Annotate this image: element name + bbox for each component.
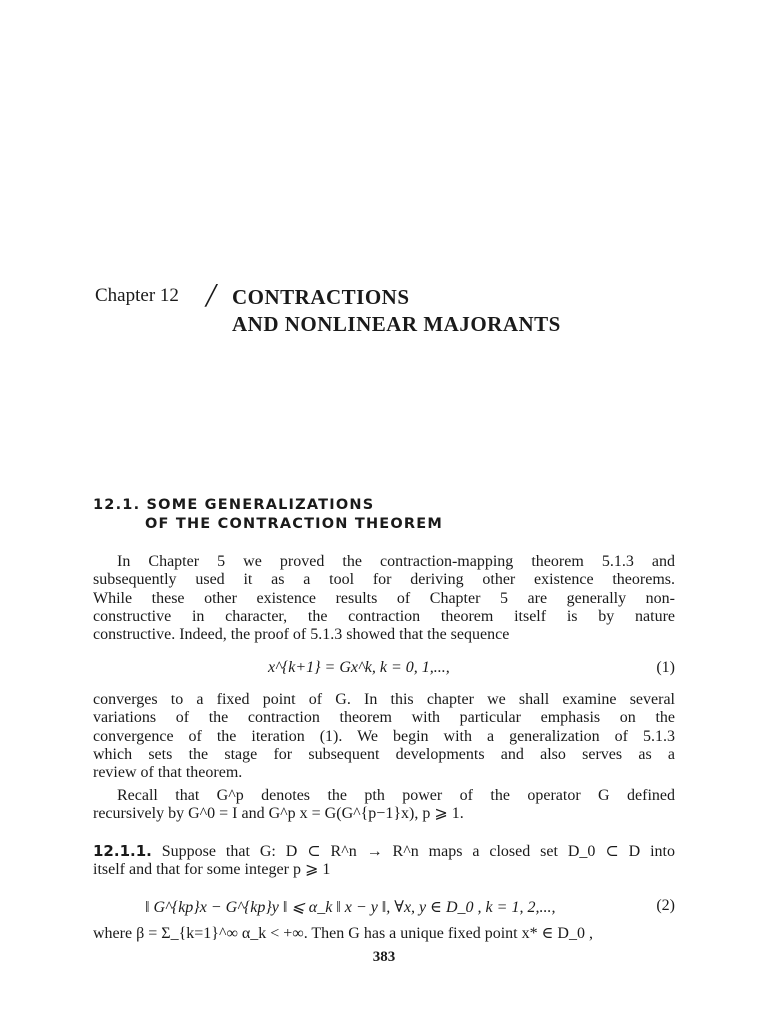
chapter-divider: /	[206, 277, 216, 314]
paragraph-convergence	[93, 691, 675, 782]
equation-1-number: (1)	[656, 659, 675, 676]
section-heading-line1: 12.1. SOME GENERALIZATIONS	[93, 497, 375, 513]
equation-2-body: ‖ G^{kp}x − G^{kp}y ‖ ⩽ α_k ‖ x − y ‖, ∀x, y ∈ D_0 , k = 1, 2,...,	[145, 899, 556, 916]
paragraph-conclusion	[93, 925, 675, 943]
paragraph-line: Recall that G^p denotes the pth power of the operator G defined	[117, 787, 675, 804]
paragraph-line: constructive in character, the contraction theorem itself is by nature	[93, 607, 675, 625]
paragraph-line: which sets the stage for subsequent developments and also serves as a	[93, 745, 675, 763]
paragraph-line: convergence of the iteration (1). We begin with a generalization of 5.1.3	[93, 727, 675, 745]
chapter-title-line2: AND NONLINEAR MAJORANTS	[232, 312, 561, 336]
paragraph-power-definition	[93, 787, 675, 824]
paragraph-intro	[93, 553, 675, 644]
chapter-title	[232, 284, 561, 338]
paragraph-line: While these other existence results of Chapter 5 are generally non-	[93, 589, 675, 607]
equation-2-number: (2)	[656, 897, 675, 914]
chapter-title-line1: CONTRACTIONS	[232, 285, 410, 309]
paragraph-line: In Chapter 5 we proved the contraction-mapping theorem 5.1.3 and	[117, 553, 675, 570]
paragraph-line: recursively by G^0 = I and G^p x = G(G^{p−1}x), p ⩾ 1.	[93, 805, 464, 823]
theorem-text: Suppose that G: D ⊂ R^n → R^n maps a closed set D_0 ⊂ D into	[161, 843, 676, 860]
theorem-line	[93, 842, 675, 861]
section-heading	[93, 496, 443, 534]
paragraph-line: where β = Σ_{k=1}^∞ α_k < +∞. Then G has a unique fixed point x* ∈ D_0 ,	[93, 925, 593, 942]
paragraph-line: subsequently used it as a tool for deriving other existence theorems.	[93, 571, 675, 589]
chapter-label: Chapter 12	[95, 285, 179, 306]
theorem-number: 12.1.1.	[93, 842, 152, 860]
equation-1-body: x^{k+1} = Gx^k, k = 0, 1,...,	[268, 659, 450, 676]
paragraph-line: converges to a fixed point of G. In this chapter we shall examine several	[93, 691, 675, 708]
paragraph-line: review of that theorem.	[93, 764, 243, 782]
theorem-line: itself and that for some integer p ⩾ 1	[93, 861, 331, 879]
theorem-statement	[93, 842, 675, 880]
section-heading-line2: OF THE CONTRACTION THEOREM	[145, 516, 444, 532]
paragraph-line: variations of the contraction theorem with particular emphasis on the	[93, 709, 675, 727]
page-number: 383	[372, 949, 396, 965]
paragraph-line: constructive. Indeed, the proof of 5.1.3 showed that the sequence	[93, 626, 510, 644]
